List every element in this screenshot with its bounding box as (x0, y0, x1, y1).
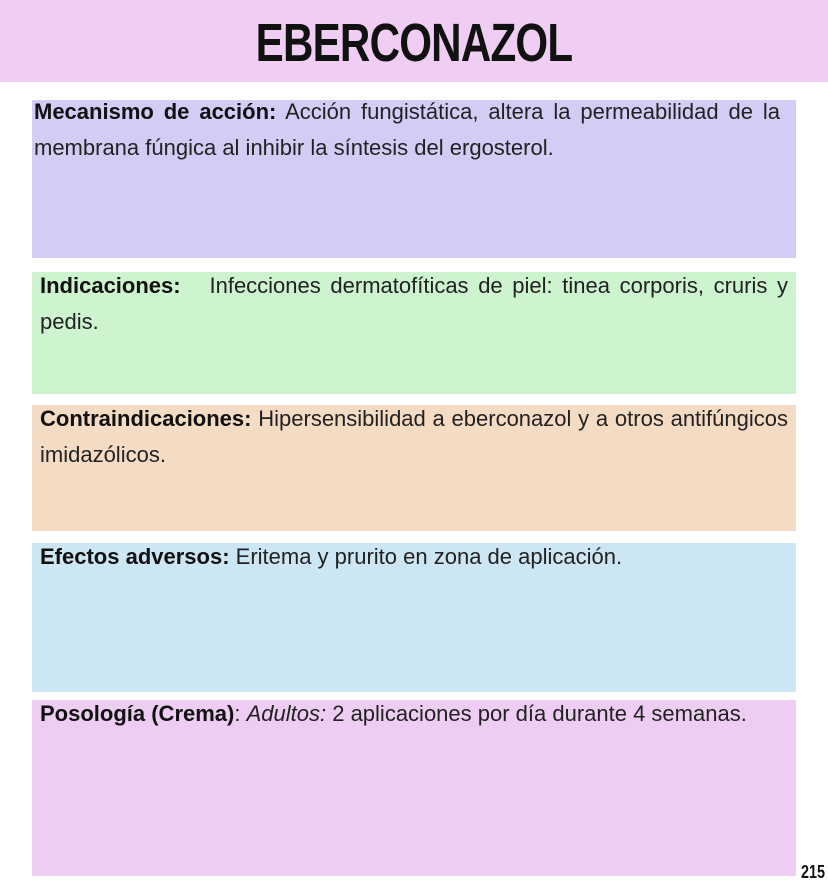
contraindications-body: Hipersensibilidad a eberconazol y a otros antifúngicos imidazólicos. (40, 406, 788, 467)
page-title: EBERCONAZOL (255, 13, 573, 73)
adverse-effects-section (32, 543, 796, 692)
indications-section (32, 272, 796, 394)
indications-text (40, 268, 795, 340)
mechanism-text (34, 94, 780, 166)
contraindications-section (32, 405, 796, 531)
mechanism-label: Mecanismo de acción: (34, 99, 277, 124)
contraindications-label: Contraindicaciones: (40, 406, 252, 431)
indications-label: Indicaciones: (40, 273, 181, 298)
page-number: 215 (801, 862, 826, 882)
dosage-body: 2 aplicaciones por día durante 4 semanas. (326, 701, 747, 726)
dosage-label: Posología (Crema) (40, 701, 235, 726)
adverse-effects-label: Efectos adversos: (40, 544, 230, 569)
title-banner (0, 0, 828, 82)
dosage-section (32, 700, 796, 876)
contraindications-text (40, 401, 788, 473)
mechanism-section (32, 100, 796, 258)
adverse-effects-body: Eritema y prurito en zona de aplicación. (229, 544, 623, 569)
indications-body: Infecciones dermatofíticas de piel: tinea corporis, cruris y pedis. (40, 273, 795, 334)
mechanism-body: Acción fungistática, altera la permeabilidad de la membrana fúngica al inhibir la síntesis del ergosterol. (34, 99, 781, 160)
dosage-adults-label: Adultos: (246, 701, 327, 726)
dosage-colon: : (234, 701, 247, 726)
adverse-effects-text (40, 539, 788, 575)
dosage-text (40, 696, 788, 732)
